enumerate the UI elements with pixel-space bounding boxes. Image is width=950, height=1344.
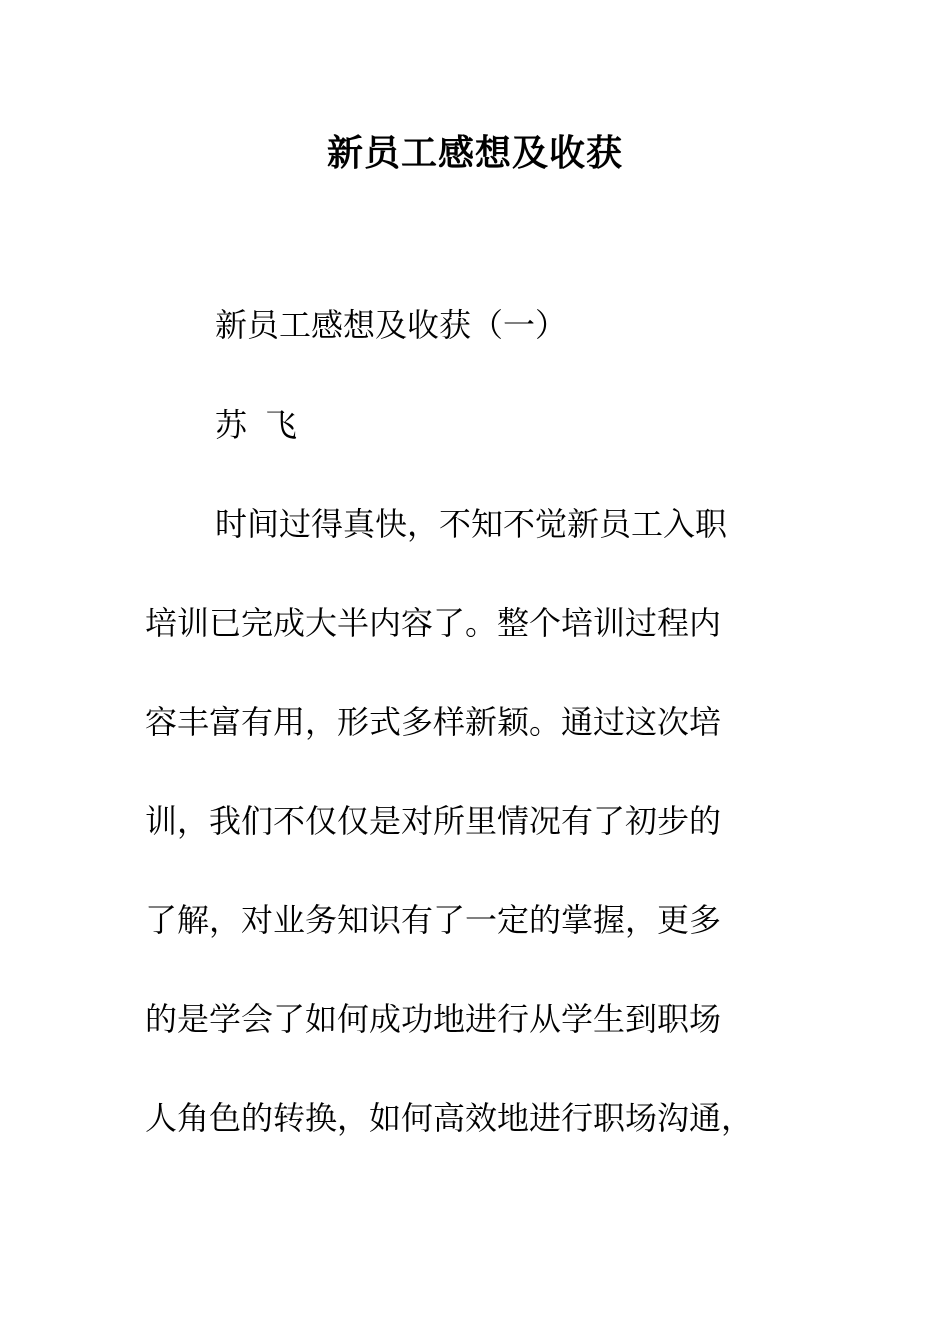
body-line: 了解，对业务知识有了一定的掌握，更多	[145, 901, 722, 939]
body-paragraph	[145, 475, 790, 1168]
body-line: 的是学会了如何成功地进行从学生到职场	[145, 1000, 722, 1038]
section-subtitle: 新员工感想及收获（一）	[215, 306, 568, 344]
author-given-name: 苏	[215, 406, 248, 444]
body-line: 训，我们不仅仅是对所里情况有了初步的	[145, 802, 722, 840]
body-line: 人角色的转换，如何高效地进行职场沟通，	[145, 1099, 754, 1137]
body-line: 培训已完成大半内容了。整个培训过程内	[145, 604, 722, 642]
document-title: 新员工感想及收获	[326, 132, 623, 174]
body-line: 容丰富有用，形式多样新颖。通过这次培	[145, 703, 722, 741]
author-family-name: 飞	[265, 406, 298, 444]
author-line	[145, 376, 785, 475]
body-line: 时间过得真快，不知不觉新员工入职	[215, 505, 728, 543]
